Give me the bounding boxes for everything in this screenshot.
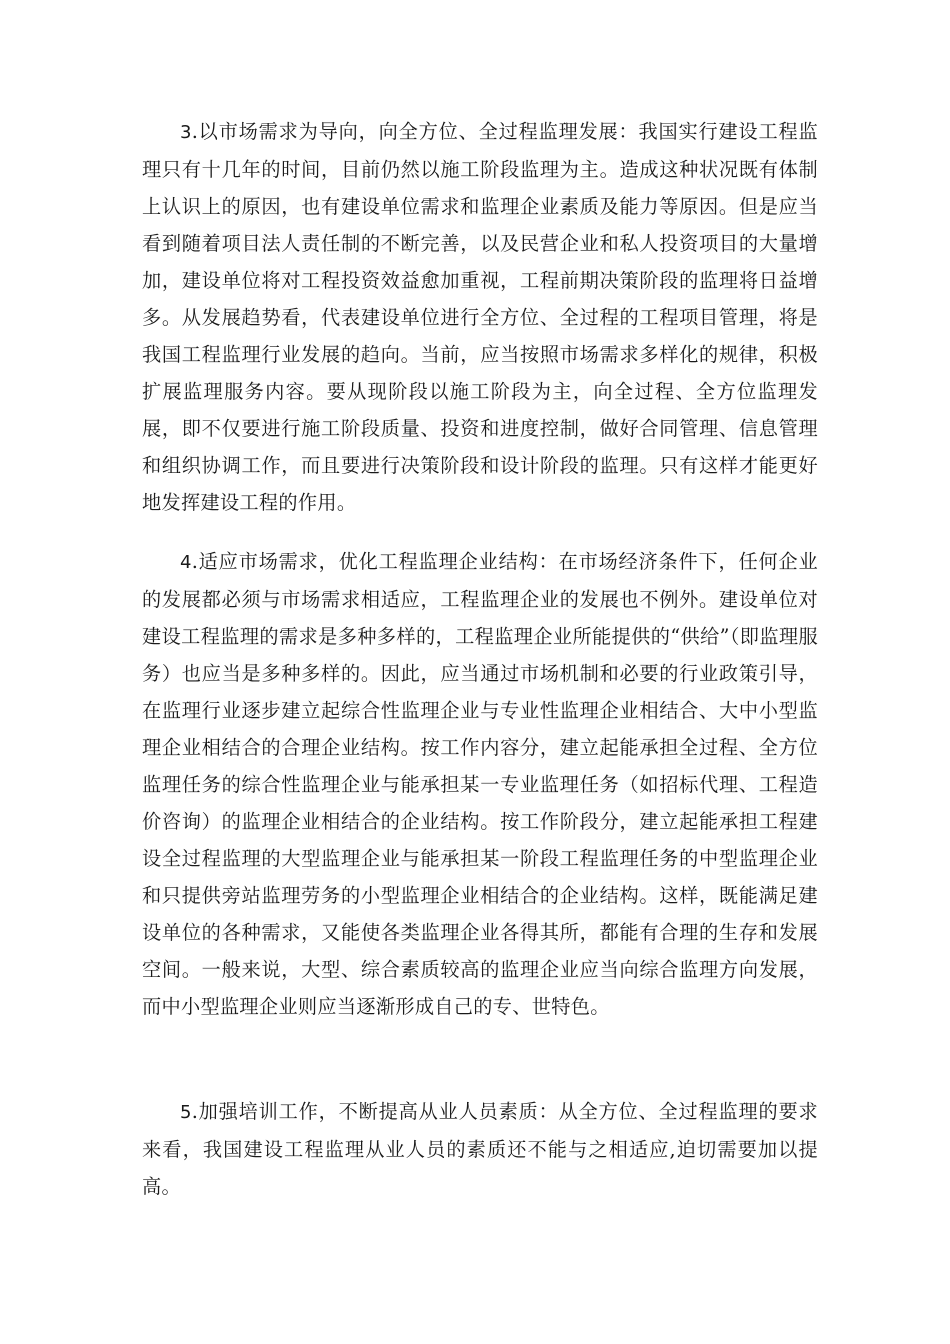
paragraph-4 xyxy=(142,543,818,1025)
paragraph-number: 4 xyxy=(180,552,192,573)
paragraph-5 xyxy=(142,1093,818,1205)
paragraph-text: .加强培训工作，不断提高从业人员素质：从全方位、全过程监理的要求来看，我国建设工程监理从业人员的素质还不能与之相适应,迫切需要加以提高。 xyxy=(142,1100,818,1198)
paragraph-3 xyxy=(142,113,818,521)
paragraph-number: 3 xyxy=(180,122,192,143)
paragraph-text: .适应市场需求，优化工程监理企业结构：在市场经济条件下，任何企业的发展都必须与市场需求相适应，工程监理企业的发展也不例外。建设单位对建设工程监理的需求是多种多样的，工程监理企业所能提供的“供给”（即监理服务）也应当是多种多样的。因此，应当通过市场机制和必要的行业政策引导，在监理行业逐步建立起综合性监理企业与专业性监理企业相结合、大中小型监理企业相结合的合理企业结构。按工作内容分，建立起能承担全过程、全方位监理任务的综合性监理企业与能承担某一专业监理任务（如招标代理、工程造价咨询）的监理企业相结合的企业结构。按工作阶段分，建立起能承担工程建设全过程监理的大型监理企业与能承担某一阶段工程监理任务的中型监理企业和只提供旁站监理劳务的小型监理企业相结合的企业结构。这样，既能满足建设单位的各种需求，又能使各类监理企业各得其所，都能有合理的生存和发展空间。一般来说，大型、综合素质较高的监理企业应当向综合监理方向发展，而中小型监理企业则应当逐渐形成自己的专、世特色。 xyxy=(142,550,818,1018)
paragraph-text: .以市场需求为导向，向全方位、全过程监理发展：我国实行建设工程监理只有十几年的时间，目前仍然以施工阶段监理为主。造成这种状况既有体制上认识上的原因，也有建设单位需求和监理企业素质及能力等原因。但是应当看到随着项目法人责任制的不断完善，以及民营企业和私人投资项目的大量增加，建设单位将对工程投资效益愈加重视，工程前期决策阶段的监理将日益增多。从发展趋势看，代表建设单位进行全方位、全过程的工程项目管理，将是我国工程监理行业发展的趋向。当前，应当按照市场需求多样化的规律，积极扩展监理服务内容。要从现阶段以施工阶段为主，向全过程、全方位监理发展，即不仅要进行施工阶段质量、投资和进度控制，做好合同管理、信息管理和组织协调工作，而且要进行决策阶段和设计阶段的监理。只有这样才能更好地发挥建设工程的作用。 xyxy=(142,120,818,514)
paragraph-number: 5 xyxy=(180,1102,192,1123)
